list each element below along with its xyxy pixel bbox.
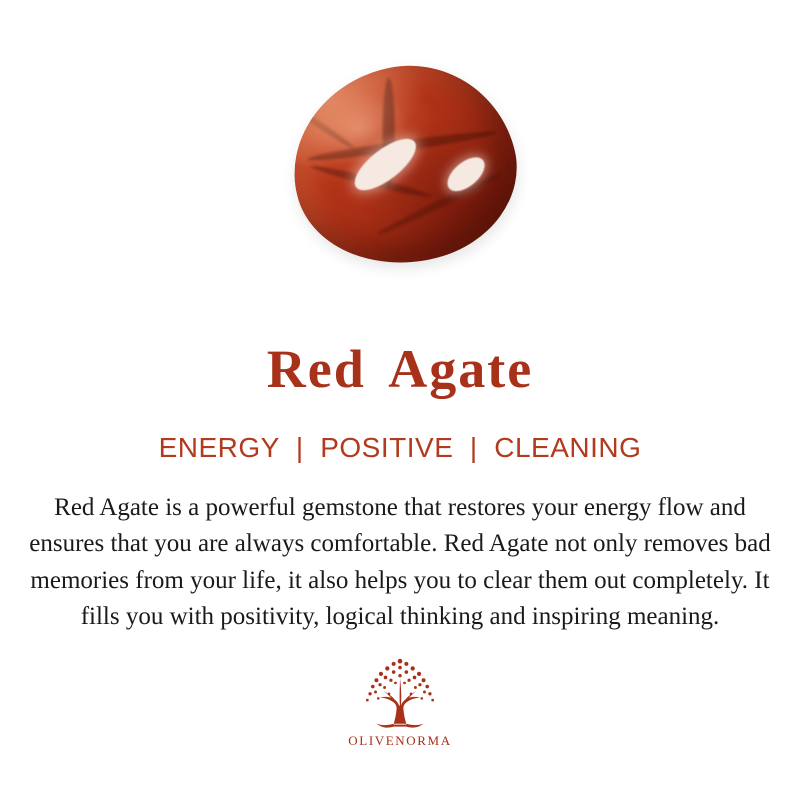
red-agate-stone-icon bbox=[273, 43, 536, 287]
tree-of-life-icon bbox=[354, 653, 446, 731]
product-description: Red Agate is a powerful gemstone that restores your energy flow and ensures that you are always comfortable. Red Agate not only removes bad memories from your life, it also helps you to clear them out completely. It fills you with positivity, logical thinking and inspiring meaning. bbox=[29, 494, 771, 630]
brand-name: OLIVENORMA bbox=[348, 733, 452, 748]
stone-vein bbox=[376, 171, 503, 238]
stone-vein bbox=[291, 104, 357, 151]
product-attributes: ENERGY | POSITIVE | CLEANING bbox=[158, 432, 642, 463]
product-title: Red Agate bbox=[266, 339, 534, 399]
stone-image-area bbox=[0, 0, 800, 330]
stone-sheen bbox=[273, 43, 445, 186]
gemstone-illustration bbox=[275, 55, 535, 275]
brand-logo bbox=[348, 653, 451, 749]
